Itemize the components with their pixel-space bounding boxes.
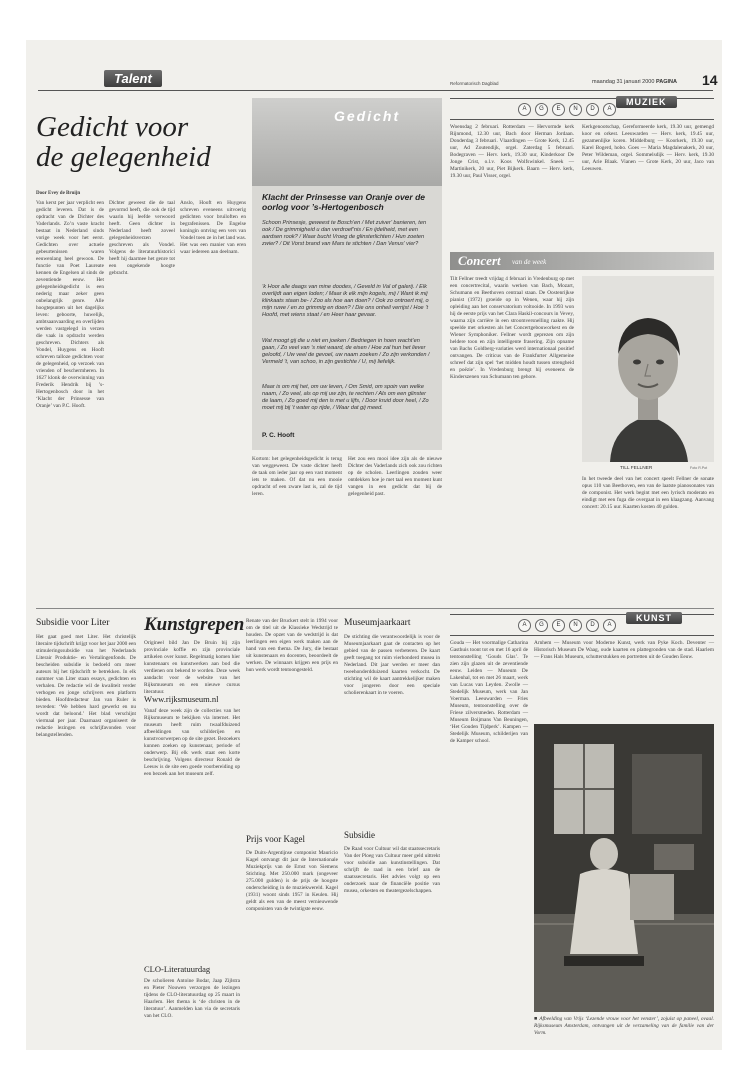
kunst-label: KUNST <box>626 612 682 624</box>
liter-body: Het gaat goed met Liter. Het christelijk literaire tijdschrift krijgt voor het jaar 2000 een stimuleringssubsidie van het Nederlands Literair Produktie- en Vertalingenfonds. De bescheiden subsidie is bedoeld om meer auteurs bij het tijdschrift te betrekken. In elk nummer van Liter staan essays, gedichten en verhalen. De redactie wil de kwaliteit verder verhogen en jonge schrijvers een platform bieden. Hoofdredacteur Jan van Ruler is tevreden: ‘We hebben hard gewerkt en nu wordt dat beloond.’ Het blad verschijnt viermaal per jaar. Daarnaast organiseert de redactie lezingen en schrijfavonden voor belangstellenden. <box>36 634 136 738</box>
article-body-col2: Dichter geweest die de taal gevormd heeft, die ook de tijd waarin hij leefde verwoord heeft. Geen dichter in Nederland heeft zoveel gelegenheidsverzen geschreven als Vondel. Volgens de literatuurhistorici heeft hij daarmee het genre tot een ongekende hoogte gebracht. <box>109 200 175 276</box>
agenda-letter: G <box>535 103 548 116</box>
interior-painting-illustration <box>534 724 714 1012</box>
poem-title: Klacht der Prinsesse van Oranje over de oorlog voor ’s-Hertogenbosch <box>262 192 425 212</box>
muziek-label: MUZIEK <box>616 96 677 108</box>
article-title-line1: Gedicht voor <box>36 111 189 143</box>
page-number: 14 <box>702 72 718 88</box>
kunstgrepen-body1: Vanaf deze week zijn de collecties van het Rijksmuseum te bekijken via internet. Het museum heeft ruim twaalfduizend afbeeldingen van schilderijen en kunstvoorwerpen op de site gezet. Bezoekers kunnen zoeken op kunstenaar, periode of onderwerp. Bij elk werk staat een korte beschrijving. Volgens directeur Ronald de Leeuw is de site een goede voorbereiding op een bezoek aan het museum zelf. <box>144 708 240 777</box>
agenda-letter: A <box>518 103 531 116</box>
kunstgrepen-intro: Origineel bild Jan De Bruin bij zijn provinciale koffie en zijn provinciale artikelen over kunst. Regelmatig komen hier kunstenaars en kunstwerken aan bod die verdienen om bekend te worden. Deze week aandacht voor de website van het Rijksmuseum en een nieuwe cursus literatuur. <box>144 640 240 695</box>
poem-banner-label: Gedicht <box>334 108 401 124</box>
page-divider <box>36 608 714 609</box>
kunstgrepen-col2: Renate van der Bruckert stelt in 1994 voor om de titel uit de Klassieke Wedstrijd te houden. De opzet van de wedstrijd is dat leerlingen een eigen werk maken aan de hand van een thema. De Jury, die bestaat uit kunstenaars en docenten, beoordeelt de werken. De winnaars krijgen een prijs en hun werk wordt tentoongesteld. <box>246 618 338 673</box>
subsidie-body: De Raad voor Cultuur wil dat staatssecretaris Van der Ploeg van Cultuur meer geld uittrekt voor subsidie aan kunstinstellingen. Dat schrijft de raad in een brief aan de staatssecretaris. Het advies volgt op een onderzoek naar de financiële positie van musea, orkesten en theatergezelschappen. <box>344 846 440 894</box>
kagel-title: Prijs voor Kagel <box>246 834 305 844</box>
kunst-agenda-col2: Arnhem — Museum voor Moderne Kunst, werk van Pyke Koch. Deventer — Historisch Museum De Waag, oude kaarten en plattegronden van de stad. Haarlem — Frans Hals Museum, schutterstukken en portretten uit de Gouden Eeuw. <box>534 640 714 660</box>
portrait-illustration <box>582 276 714 462</box>
muziek-agenda-col2: Kerkgenootschap, Gereformeerde kerk, 19.30 uur, gemengd koor en orkest. Leeuwarden — Herv. kerk, 19.45 uur, gezamenlijke koren. Middelburg — Koorkerk, 19.30 uur, Karel Bogerd, hobo. Goes — Maria Magdalenakerk, 20 uur, Peter Wildeman, orgel. Sommelsdijk — Herv. kerk, 19.30 uur, Arie Blaak. Vianen — Grote Kerk, 20 uur, Jaco van Leeuwen. <box>582 124 714 172</box>
concert-title-sub: van de week <box>512 258 547 266</box>
kunstgrepen-sub2: CLO-Literatuurdag <box>144 964 211 974</box>
agenda-letter: D <box>586 103 599 116</box>
poem-author: P. C. Hooft <box>262 432 295 439</box>
agenda-letter: N <box>569 619 582 632</box>
poem-stanza-1: Schoon Prinsesje, geweest te Bosch’en / Met zuiver’ banieren, ten ook / De grimmigheid u dan verdroef’nis / En ijdelheid, met een aardsen rook? / Waar bucht Vroeg de glinsterlichten / Hun zoeten zwier? / Dit Vorst brand van Mars te stichten / Dan Venus’ vier? <box>262 220 427 247</box>
poem-stanza-3: Wat moogt gij die u niet en joeken / Bedriegen in hoen wacht’en gaan, / Zo veel van ’s niet waard, de eisen / Hoe zal hun het liever geloofd, / Uw veel de gevoel, uw naam zoeken / Zo zijn verkonden / Vermeld ’t, van schoo, in zijn gestichte / U, mij liefelijk. <box>262 338 430 365</box>
agenda-letter: E <box>552 103 565 116</box>
kunstgrepen-sub1: Www.rijksmuseum.nl <box>144 694 219 704</box>
header-rule <box>38 90 713 91</box>
article-body-col5: Het zou een mooi idee zijn als de nieuwe Dichter des Vaderlands zich ook zou richten op de scholen. Leerlingen zouden weer ontdekken hoe je met taal een moment kunt vangen in een gedicht dat bij de gelegenheid past. <box>348 456 442 497</box>
article-body-col3: Anslo, Hooft en Huygens schreven eveneens uitvoerig gedichten voor bruiloften en begrafenissen. De Engelse koningin ontving een vers van Vondel toen ze in het land was. Het was een manier van eren waar iedereen aan deelnam. <box>180 200 246 255</box>
agenda-letter: G <box>535 619 548 632</box>
agenda-letter: A <box>518 619 531 632</box>
museumjaarkaart-title: Museumjaarkaart <box>344 618 411 628</box>
agenda-letter: A <box>603 103 616 116</box>
agenda-letters <box>518 619 616 632</box>
agenda-letter: N <box>569 103 582 116</box>
museumjaarkaart-body: De stichting die verantwoordelijk is voor de Museumjaarkaart gaat de contacten op het gebied van de passen verbeteren. De kaart geeft toegang tot ruim vierhonderd musea in Nederland. Dit jaar werden er meer dan tweehonderdduizend kaarten verkocht. De stichting wil de kaart aantrekkelijker maken voor jongeren door een speciale scholierenkaart in te voeren. <box>344 634 440 696</box>
concert-photo-credit: Foto R.Pot <box>690 466 708 470</box>
newspaper-page <box>26 40 722 1050</box>
painting-image <box>534 724 714 1012</box>
kunstgrepen-title: Kunstgrepen <box>144 614 245 635</box>
agenda-letter: D <box>586 619 599 632</box>
concert-body: Tilt Fellner treedt vrijdag 4 februari in Vredenburg op met een concertrecital, waarin werken van Bach, Mozart, Schumann en Beethoven centraal staan. De Oostenrijkse pianist (1972) groeide op in Wenen, waar hij zijn opleiding aan het conservatorium voltooide. In 1993 won hij de eerste prijs van het Clara Haskil-concours in Vevey, waarna zijn carrière in een stroomversnelling raakte. Hij speelde met orkesten als het Concertgebouworkest en de Wiener Symphoniker. Fellner wordt geprezen om zijn heldere toon en zijn intelligente frasering. Zijn opname van Bachs Goldberg-variaties werd internationaal positief ontvangen. De criticus van de Frankfurter Allgemeine schreef dat zijn spel ‘het midden houdt tussen strengheid en poëzie’. In Vredenburg brengt hij eveneens de Kinderszenen van Schumann ten gehore. <box>450 276 574 380</box>
muziek-agenda-col1: Woensdag 2 februari. Rotterdam — Hervormde kerk Rijnmond, 12.30 uur, Bach door Herman Jordaan. Donderdag 3 februari. Vlaardingen — Grote Kerk, 12.45 uur, Ad Zoutendijk, orgel. Zaterdag 5 februari. Bodegraven — Herv. kerk, 19.30 uur, Kinderkoor De Jonge Crist, o.l.v. Koos Wolfswinkel. Sneek — Martinikerk, 20 uur, Piet Bijkerk. Baarn — Herv. kerk, 19.30 uur, Paul Visser, orgel. <box>450 124 574 179</box>
agenda-letter: E <box>552 619 565 632</box>
page-label: PAGINA <box>656 79 677 85</box>
kunst-agenda-col1: Gouda — Het voormalige Catharina Gasthuis toont tot en met 16 april de tentoonstelling ‘Gouds Glas’. Te zien zijn glazen uit de zeventiende eeuw. Leiden — Museum De Lakenhal, tot en met 26 maart, werk van Lucas van Leyden. Zwolle — Stedelijk Museum, werk van Jan Voerman. Leeuwarden — Fries Museum, tentoonstelling over de Friese zilversmeden. Rotterdam — Museum Boijmans Van Beuningen, ‘Het Gouden Tijdperk’. Kampen — Stedelijk Museum, schilderijen van de Kamper school. <box>450 640 528 744</box>
section-label: Talent <box>104 70 162 87</box>
subsidie-title: Subsidie <box>344 830 376 840</box>
liter-title: Subsidie voor Liter <box>36 618 110 628</box>
concert-title: Concert <box>458 253 501 268</box>
article-body-col4: Kortom: het gelegenheidsgedicht is terug van weggeweest. De vaste dichter heeft de taak om ieder jaar op een vast moment iets te maken. Of dat nu een mooie opdracht of een zware last is, zal de tijd leren. <box>252 456 342 497</box>
poem-stanza-2: ’k Hoor alle daags van mine doodes, / Geveld in Val of galerij. / Elk overlijdt aan eigen loden; / Maar ik elk mijn kogels, mij / Want ik mij klinkaats staan be- / Zoo als hoe aan doen? / Ook zo ontroert mij, o mijn ruwe / en zo grimmig en doen? / Die ons onheil verrijst / Hoe ’t Hoofd, met wiens staat / en Heer haar gevaar. <box>262 284 429 318</box>
painting-caption: ■ Afbeelding van Vrijs ‘Lezende vrouw voor het venster’, zojuist op paneel, ovaal. Rijksmuseum Amsterdam, ontvangen uit de verzameling van de familie van der Vorm. <box>534 1016 714 1036</box>
poem-stanza-4: Maar is om mij het, om uw leven, / Om Smid, om spoin van welke naam, / Zo veel, als op mij uw zijn, te rechten / Als om een glinster de laam, / Zo goed mij den is met u lijfs, / Door kruid door heel, / Zo moet mij bij ’t water op rijde, / Waar dat gij meed. <box>262 384 429 411</box>
concert-photo-caption: TILL FELLNER <box>620 466 653 471</box>
publication-name: Reformatorisch Dagblad <box>450 81 499 86</box>
agenda-letters <box>518 103 616 116</box>
kagel-body: De Duits-Argentijnse componist Mauricio Kagel ontvangt dit jaar de Internationale Muziekprijs van de Ernst von Siemens Stichting. Met 250.000 mark (ongeveer 275.000 gulden) is de prijs de hoogste onderscheiding in de muziekwereld. Kagel (1931) woont sinds 1957 in Keulen. Hij geldt als een van de meest vernieuwende componisten van de twintigste eeuw. <box>246 850 338 912</box>
concert-photo <box>582 276 714 462</box>
concert-side-col: In het tweede deel van het concert speelt Fellner de sonate opus 110 van Beethoven, een van de laatste pianosonates van de componist. Het werk begint met een lyrisch moderato en eindigt met een fuga die overgaat in een klaagzang. Aanvang concert: 20.15 uur. Kaarten kosten 40 gulden. <box>582 476 714 510</box>
article-byline: Door Evey de Bruijn <box>36 191 81 196</box>
agenda-letter: A <box>603 619 616 632</box>
article-body-col1: Van kerst per jaar verplicht een gedicht leveren. Dat is de opdracht van de Dichter des Vaderlands. Zo’n vaste kracht bestaat in Nederland sinds vorige week voor het eerst. Gedichten over actuele gebeurtenissen waren eeuwenlang heel gewoon. De functie van Poet Laureate kennen de Engelsen al sinds de zeventiende eeuw. Het gelegenheidsgedicht is een nederig maar zeker geen onbelangrijk genre. Alle hoogtepunten uit het dagelijks leven: geboorte, huwelijk, ambtsaanvaarding en overlijden werden vastgelegd in verzen die vaak in opdracht werden geschreven. Dichters als Vondel, Huygens en Hooft schreven talloze gedichten voor de gelegenheid, op verzoek van vrienden of beschermheren. In 1627 klonk de overwinning van Frederik Hendrik bij ’s-Hertogenbosch door in het ‘Klacht der Prinsesse van Oranje’ van P.C. Hooft. <box>36 200 104 409</box>
kunstgrepen-body2: De scholieren Antoine Bodar, Jaap Zijlstra en Pieter Nouwen verzorgen de lezingen tijdens de CLO-literatuurdag op 25 maart in Haarlem. Het thema is ‘de christen in de literatuur’. Aanmelden kan via de secretaris van het CLO. <box>144 978 240 1019</box>
article-title-line2: de gelegenheid <box>36 141 211 173</box>
issue-date: maandag 31 januari 2000 <box>592 79 655 85</box>
